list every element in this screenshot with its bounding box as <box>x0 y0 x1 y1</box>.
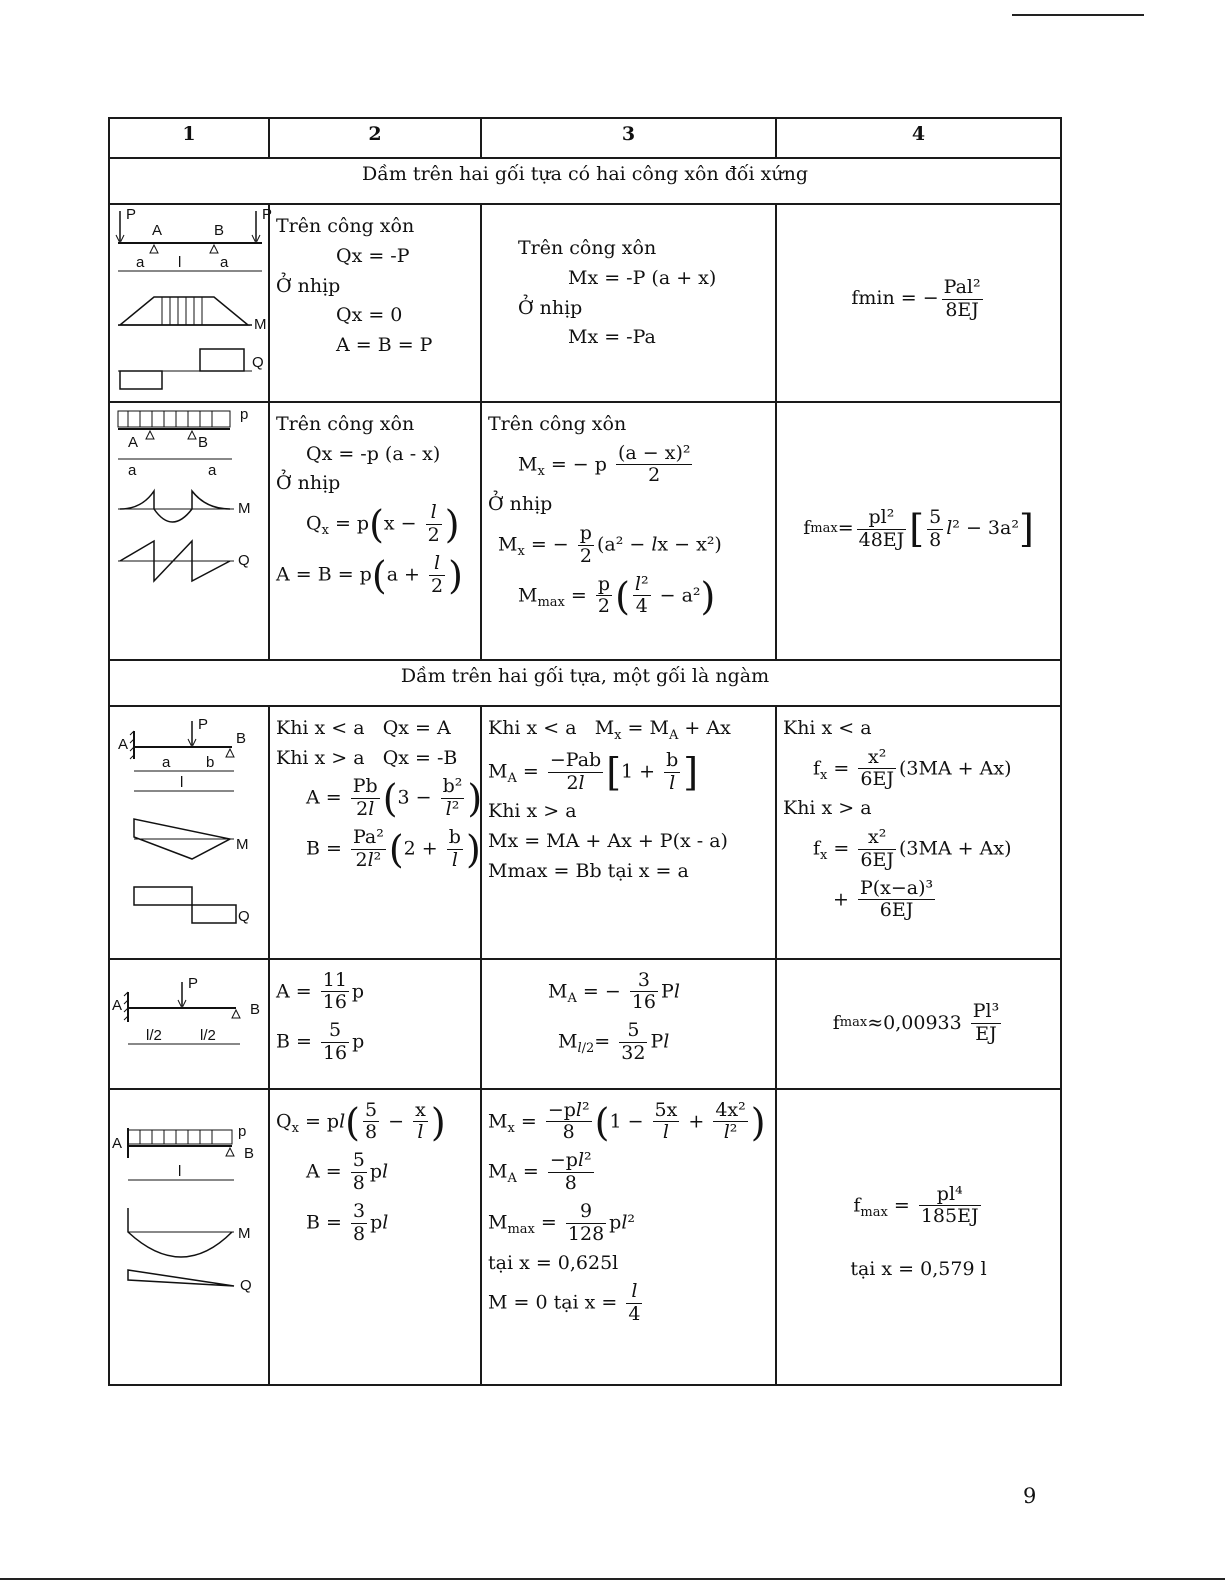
formula-fmax: f max ≈ 0,00933 $\frac{\text{Pl³}}{EJ}$ <box>832 1000 1000 1045</box>
denominator: 48EJ <box>858 528 905 551</box>
svg-text:B: B <box>214 222 225 239</box>
beam-diagram-fixed-distributed <box>112 1092 266 1312</box>
fraction <box>942 277 983 322</box>
condition-label: Khi x > a <box>488 800 577 823</box>
header-row <box>109 118 1061 158</box>
svg-text:A: A <box>112 1134 123 1152</box>
beam-diagram-cell <box>109 706 269 959</box>
formula-fmax: f max = $\frac{\text{pl²}}{48EJ}$ [ $\frac{5}{8}$ l ² − 3a² ] <box>803 505 1034 552</box>
numerator: 5 <box>619 1020 647 1043</box>
formula-qx-span: $Q_x = p(x$ − $\frac{l}{2}$ ) <box>306 501 460 547</box>
moment-cell <box>481 706 776 959</box>
shear-cell <box>269 402 481 660</box>
svg-text:Q: Q <box>238 551 250 569</box>
deflection-cell <box>776 959 1061 1089</box>
shear-x-gt-a <box>276 747 474 771</box>
label-span: Ở nhịp <box>518 296 583 319</box>
formula-qx-span: Qx = 0 <box>336 304 403 327</box>
label-cantilever: Trên công xôn <box>518 237 657 259</box>
formula-ma: $M_A$ = $\frac{\text{−Pab}}{2l}$ [1 + $\frac{b}{l}$ ] <box>488 748 699 795</box>
svg-text:l: l <box>178 254 182 271</box>
deflection-cell <box>776 204 1061 402</box>
denominator: 32 <box>621 1042 646 1065</box>
svg-text:B: B <box>244 1144 255 1162</box>
section-title-1: Dầm trên hai gối tựa có hai công xôn đối xứng <box>109 158 1061 204</box>
beam-diagram-cell <box>109 204 273 402</box>
top-rule <box>1012 14 1144 16</box>
formula-tail: (3MA + Ax) <box>898 756 1012 779</box>
beam-diagram-fixed-point-load <box>112 709 266 949</box>
shear-cell <box>269 959 481 1089</box>
deflection-cell <box>776 706 1061 959</box>
formula-table <box>108 117 1062 1386</box>
formula-fx-2-term: + $\frac{\text{P(x−a)³}}{6EJ}$ <box>833 876 934 922</box>
formula-reaction-b: B = $\frac{\text{Pa²}}{\text{2l²}}$ (2 + $\frac{b}{l}$ ) <box>306 825 481 872</box>
formula-ma: $M_A$ = − $\frac{3}{16}$ Pl <box>548 968 680 1014</box>
moment-cell <box>481 959 776 1089</box>
formula-ma: $M_A$ = $\frac{\text{−pl²}}{8}$ <box>488 1149 592 1195</box>
svg-text:M: M <box>238 499 251 517</box>
formula-reaction-b: B = $\frac{3}{8}$ pl <box>306 1199 389 1245</box>
formula-reaction-a: A = $\frac{Pb}{2l}$ (3 − $\frac{\text{b²}}{\text{l²}}$ ) <box>306 775 483 821</box>
numerator: 11 <box>322 968 347 991</box>
condition-label: Khi x < a <box>276 716 365 739</box>
svg-text:P: P <box>198 715 209 733</box>
bottom-rule <box>0 1578 1225 1580</box>
table-row <box>109 204 1061 402</box>
denominator: 16 <box>322 991 347 1014</box>
formula-qx: Qx = -P <box>336 244 410 267</box>
label-cantilever: Trên công xôn <box>276 412 415 435</box>
numerator: 9 <box>566 1201 606 1224</box>
svg-text:a: a <box>220 254 229 271</box>
denominator: 8EJ <box>945 298 979 321</box>
header-col-1: 1 <box>109 118 269 158</box>
condition-label: Khi x < a <box>488 716 577 739</box>
moment-cell <box>481 204 776 402</box>
beam-diagram-symmetric-point-loads <box>112 206 273 392</box>
denominator: EJ <box>975 1023 997 1045</box>
formula-m-half: $M_{l/2}=$ $\frac{5}{32}$ Pl <box>558 1019 670 1065</box>
formula-mx: $M_x$ = $\frac{\text{−pl²}}{8}$ (1 − $\frac{5x}{l}$ + $\frac{\text{4x²}}{\text{l²}}$ ) <box>488 1098 766 1144</box>
svg-text:p: p <box>238 1122 247 1140</box>
formula-mx-span: $M_x$ = − $\frac{p}{2}$ (a² − lx − x²) <box>498 521 722 567</box>
header-col-2: 2 <box>269 118 481 158</box>
label-span: Ở nhịp <box>276 472 341 495</box>
mmax-location: tại x = 0,625l <box>488 1251 619 1274</box>
formula-mx: $M_x$ = − p $\frac{\text{(a − x)²}}{2}$ <box>518 441 691 487</box>
condition-label: Khi x > a <box>783 797 872 820</box>
formula-qx: $Q_x = pl$( $\frac{5}{8}$ − $\frac{x}{l}$ ) <box>276 1098 446 1144</box>
svg-text:P: P <box>262 206 273 223</box>
page-number: 9 <box>1023 1484 1037 1508</box>
formula-mmax: $M_{max}$ = $\frac{p}{2}$ ( $\frac{\text{l²}}{4}$ − a²) <box>518 572 716 618</box>
shear-cell <box>269 204 481 402</box>
svg-text:a: a <box>128 461 137 479</box>
label-span: Ở nhịp <box>488 493 553 516</box>
coefficient: 0,00933 <box>883 1011 962 1034</box>
condition-label: Khi x < a <box>783 716 872 739</box>
formula-reactions: A = B = P <box>336 334 433 356</box>
table-row <box>109 959 1061 1089</box>
svg-text:l: l <box>178 1162 182 1180</box>
svg-text:M: M <box>254 316 267 333</box>
svg-text:B: B <box>236 729 247 747</box>
formula-mmax: Mmax = Bb tại x = a <box>488 859 689 882</box>
svg-text:p: p <box>240 405 249 423</box>
numerator: (a − x)² <box>617 441 691 464</box>
deflection-cell <box>776 1089 1061 1385</box>
svg-text:l/2: l/2 <box>200 1026 216 1044</box>
svg-text:Q: Q <box>238 907 250 925</box>
svg-text:A: A <box>118 735 129 753</box>
formula-fx-2: $f_x$ = $\frac{\text{x²}}{6EJ}$ (3MA + Ax) <box>813 825 1012 871</box>
table-row <box>109 1089 1061 1385</box>
formula-qx: Qx = -B <box>382 746 458 769</box>
moment-cell <box>481 402 776 660</box>
beam-diagram-distributed-load <box>112 405 266 625</box>
numerator: P(x−a)³ <box>859 876 934 899</box>
svg-text:B: B <box>250 1000 261 1018</box>
beam-diagram-cell <box>109 402 269 660</box>
formula-mx: Mx = MA + Ax + P(x - a) <box>488 830 728 853</box>
denominator: 185EJ <box>920 1205 979 1228</box>
zero-moment-location: M = 0 tại x = $\frac{l}{4}$ <box>488 1280 641 1326</box>
svg-text:P: P <box>126 206 137 223</box>
shear-cell <box>269 706 481 959</box>
moment-cell <box>481 1089 776 1385</box>
svg-text:A: A <box>152 222 163 239</box>
header-col-3: 3 <box>481 118 776 158</box>
beam-diagram-cell <box>109 959 269 1089</box>
formula-reactions: A = B = p(a + $\frac{l}{2}$ ) <box>276 551 463 598</box>
formula-fmin-prefix: fmin = − <box>851 287 939 310</box>
fmax-location: tại x = 0,579 l <box>850 1258 987 1281</box>
svg-text:Q: Q <box>252 354 264 371</box>
shear-x-lt-a <box>276 717 474 741</box>
svg-text:l: l <box>180 773 184 791</box>
numerator: Pl³ <box>972 1000 1000 1023</box>
formula-fx-1: $f_x$ = $\frac{\text{x²}}{6EJ}$ (3MA + Ax) <box>813 745 1012 791</box>
formula-reaction-a: A = $\frac{11}{16}$ p <box>276 968 365 1014</box>
numerator: 3 <box>630 970 658 993</box>
denominator: 6EJ <box>879 899 914 922</box>
formula-mx: Mx = -P (a + x) <box>568 266 717 289</box>
denominator: 128 <box>567 1222 605 1245</box>
label-cantilever: Trên công xôn <box>488 412 627 435</box>
numerator: pl⁴ <box>919 1184 981 1207</box>
svg-text:a: a <box>136 254 145 271</box>
numerator: Pal² <box>943 275 981 298</box>
svg-text:l/2: l/2 <box>146 1026 162 1044</box>
svg-text:M: M <box>236 835 249 853</box>
svg-text:M: M <box>238 1224 251 1242</box>
denominator: 2 <box>648 464 661 487</box>
header-col-4: 4 <box>776 118 1061 158</box>
formula-qx: Qx = A <box>382 716 451 739</box>
numerator: pl² <box>857 507 907 530</box>
moment-x-lt-a: Khi x < a $M_x = M_A + Ax$ <box>488 716 731 743</box>
condition-label: Khi x > a <box>276 746 365 769</box>
svg-text:a: a <box>162 753 171 771</box>
denominator: 16 <box>631 991 657 1014</box>
formula-qx: Qx = -p (a - x) <box>306 442 441 465</box>
table-row <box>109 402 1061 660</box>
deflection-cell <box>776 402 1061 660</box>
svg-text:A: A <box>112 996 123 1014</box>
numerator: 5 <box>321 1020 349 1043</box>
svg-text:b: b <box>206 753 215 771</box>
svg-text:B: B <box>198 433 209 451</box>
formula-mx-span: Mx = -Pa <box>568 326 656 349</box>
formula-reaction-a: A = $\frac{5}{8}$ pl <box>306 1149 389 1195</box>
formula-fmax: $f_{max}$ = $\frac{\text{pl⁴}}{185EJ}$ <box>853 1182 979 1228</box>
svg-text:a: a <box>208 461 217 479</box>
beam-diagram-cell <box>109 1089 269 1385</box>
svg-text:A: A <box>128 433 139 451</box>
shear-cell <box>269 1089 481 1385</box>
denominator: 16 <box>322 1042 348 1065</box>
beam-diagram-fixed-midspan-load <box>112 962 266 1072</box>
formula-reaction-b: B = $\frac{5}{16}$ p <box>276 1019 365 1065</box>
label-cantilever: Trên công xôn <box>276 215 415 237</box>
formula-mmax: $M_{max}$ = $\frac{9}{128}$ pl² <box>488 1199 636 1245</box>
zero-moment-text: M = 0 tại x = <box>488 1291 618 1314</box>
svg-text:Q: Q <box>240 1276 252 1294</box>
table-row <box>109 706 1061 959</box>
label-span: Ở nhịp <box>276 274 341 297</box>
section-title-2: Dầm trên hai gối tựa, một gối là ngàm <box>109 660 1061 706</box>
svg-text:P: P <box>188 974 199 992</box>
formula-tail: (3MA + Ax) <box>898 837 1012 860</box>
